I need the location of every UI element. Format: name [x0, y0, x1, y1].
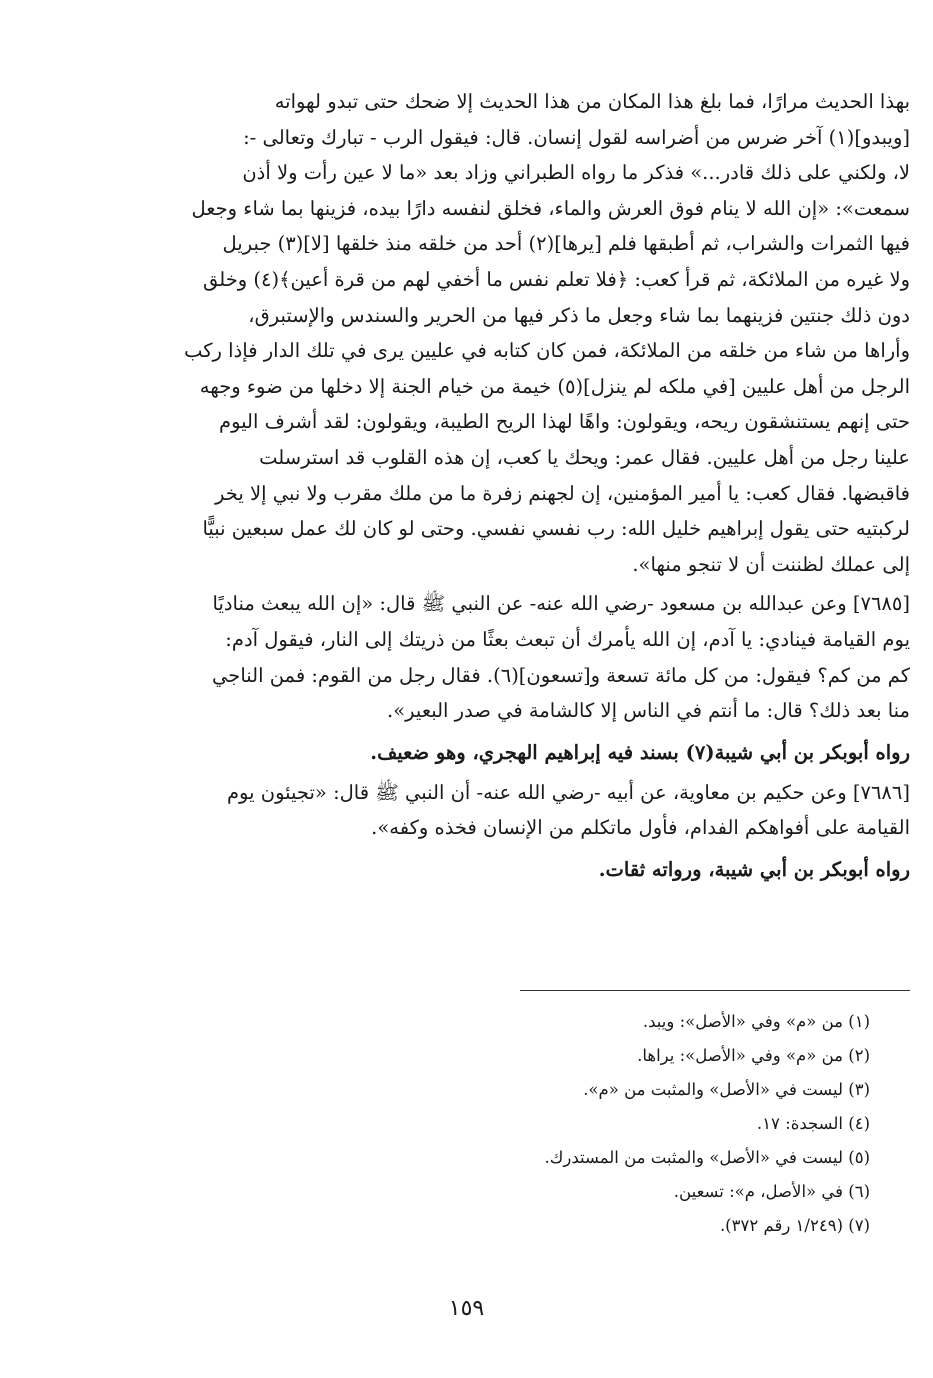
paragraph-kaab-narration — [90, 84, 910, 582]
hadith-7686-line: [٧٦٨٦] وعن حكيم بن معاوية، عن أبيه -رضي الله عنه- أن النبي ﷺ قال: «تجيئون يوم — [226, 780, 910, 804]
paragraph-line: بهذا الحديث مرارًا، فما بلغ هذا المكان من هذا الحديث إلا ضحك حتى تبدو لهواته — [274, 90, 910, 113]
hadith-7686 — [90, 775, 910, 846]
narration-7686: رواه أبوبكر بن أبي شيبة، ورواته ثقات. — [598, 857, 910, 881]
paragraph-line: لركبتيه حتى يقول إبراهيم خليل الله: رب نفسي نفسي. وحتى لو كان لك عمل سبعين نبيًّا — [202, 517, 910, 541]
paragraph-line: دون ذلك جنتين فزينهما بما شاء وجعل ما ذكر فيها من الحرير والسندس والإستبرق، — [248, 303, 910, 327]
paragraph-line: سمعت»: «إن الله لا ينام فوق العرش والماء، فخلق لنفسه دارًا بيده، فزينها بما شاء وجعل — [191, 196, 910, 220]
paragraph-line: ولا غيره من الملائكة، ثم قرأ كعب: ﴿فلا تعلم نفس ما أخفي لهم من قرة أعين﴾(٤) وخلق — [203, 267, 910, 291]
footnote-item: (٣) ليست في «الأصل» والمثبت من «م». — [583, 1080, 870, 1099]
footnote-item: (٤) السجدة: ١٧. — [756, 1114, 870, 1133]
hadith-7685 — [90, 586, 910, 728]
paragraph-line: فيها الثمرات والشراب، ثم أطبقها فلم [يرها](٢) أحد من خلقه منذ خلقها [لا](٣) جبريل — [222, 232, 910, 256]
footnote-item: (١) من «م» وفي «الأصل»: ويبد. — [642, 1012, 870, 1031]
paragraph-line: الرجل من أهل عليين [في ملكه لم ينزل](٥) خيمة من خيام الجنة إلا دخلها من ضوء وجهه — [199, 374, 910, 398]
footnote-separator — [520, 990, 910, 991]
hadith-7686-line: القيامة على أفواهكم الفدام، فأول ماتكلم من الإنسان فخذه وكفه». — [371, 816, 910, 840]
paragraph-line: إلى عملك لظننت أن لا تنجو منها». — [632, 552, 910, 576]
hadith-7685-line: كم من كم؟ فيقول: من كل مائة تسعة و[تسعون](٦). فقال رجل من القوم: فمن الناجي — [212, 663, 910, 687]
footnote-item: (٢) من «م» وفي «الأصل»: يراها. — [637, 1046, 870, 1065]
paragraph-line: علينا رجل من أهل عليين. فقال عمر: ويحك يا كعب، إن هذه القلوب قد استرسلت — [259, 445, 910, 469]
narration-7685: رواه أبوبكر بن أبي شيبة(٧) بسند فيه إبراهيم الهجري، وهو ضعيف. — [370, 740, 910, 764]
footnote-item: (٥) ليست في «الأصل» والمثبت من المستدرك. — [544, 1148, 870, 1167]
hadith-7685-line: منا بعد ذلك؟ قال: ما أنتم في الناس إلا كالشامة في صدر البعير». — [387, 699, 910, 723]
footnotes — [420, 1005, 870, 1243]
footnote-item: (٧) (١/٢٤٩ رقم ٣٧٢). — [719, 1216, 870, 1235]
page-number: ١٥٩ — [448, 1296, 485, 1321]
footnote-item: (٦) في «الأصل، م»: تسعين. — [673, 1182, 870, 1201]
paragraph-line: لا، ولكني على ذلك قادر...» فذكر ما رواه الطبراني وزاد بعد «ما لا عين رأت ولا أذن — [242, 161, 910, 185]
paragraph-line: [ويبدو](١) آخر ضرس من أضراسه لقول إنسان. قال: فيقول الرب - تبارك وتعالى -: — [243, 125, 910, 149]
hadith-7685-line: يوم القيامة فينادي: يا آدم، إن الله يأمرك أن تبعث بعثًا من ذريتك إلى النار، فيقول آدم: — [225, 627, 910, 651]
page-body — [90, 84, 910, 888]
hadith-7685-line: [٧٦٨٥] وعن عبدالله بن مسعود -رضي الله عنه- عن النبي ﷺ قال: «إن الله يبعث مناديًا — [212, 592, 910, 616]
paragraph-line: وأراها من شاء من خلقه من الملائكة، فمن كان كتابه في عليين يرى في تلك الدار فإذا ركب — [184, 339, 910, 363]
paragraph-line: فاقبضها. فقال كعب: يا أمير المؤمنين، إن لجهنم زفرة ما من ملك مقرب ولا نبي إلا يخر — [214, 481, 910, 505]
paragraph-line: حتى إنهم يستنشقون ريحه، ويقولون: واهًا لهذا الريح الطيبة، ويقولون: لقد أشرف اليوم — [219, 410, 910, 434]
